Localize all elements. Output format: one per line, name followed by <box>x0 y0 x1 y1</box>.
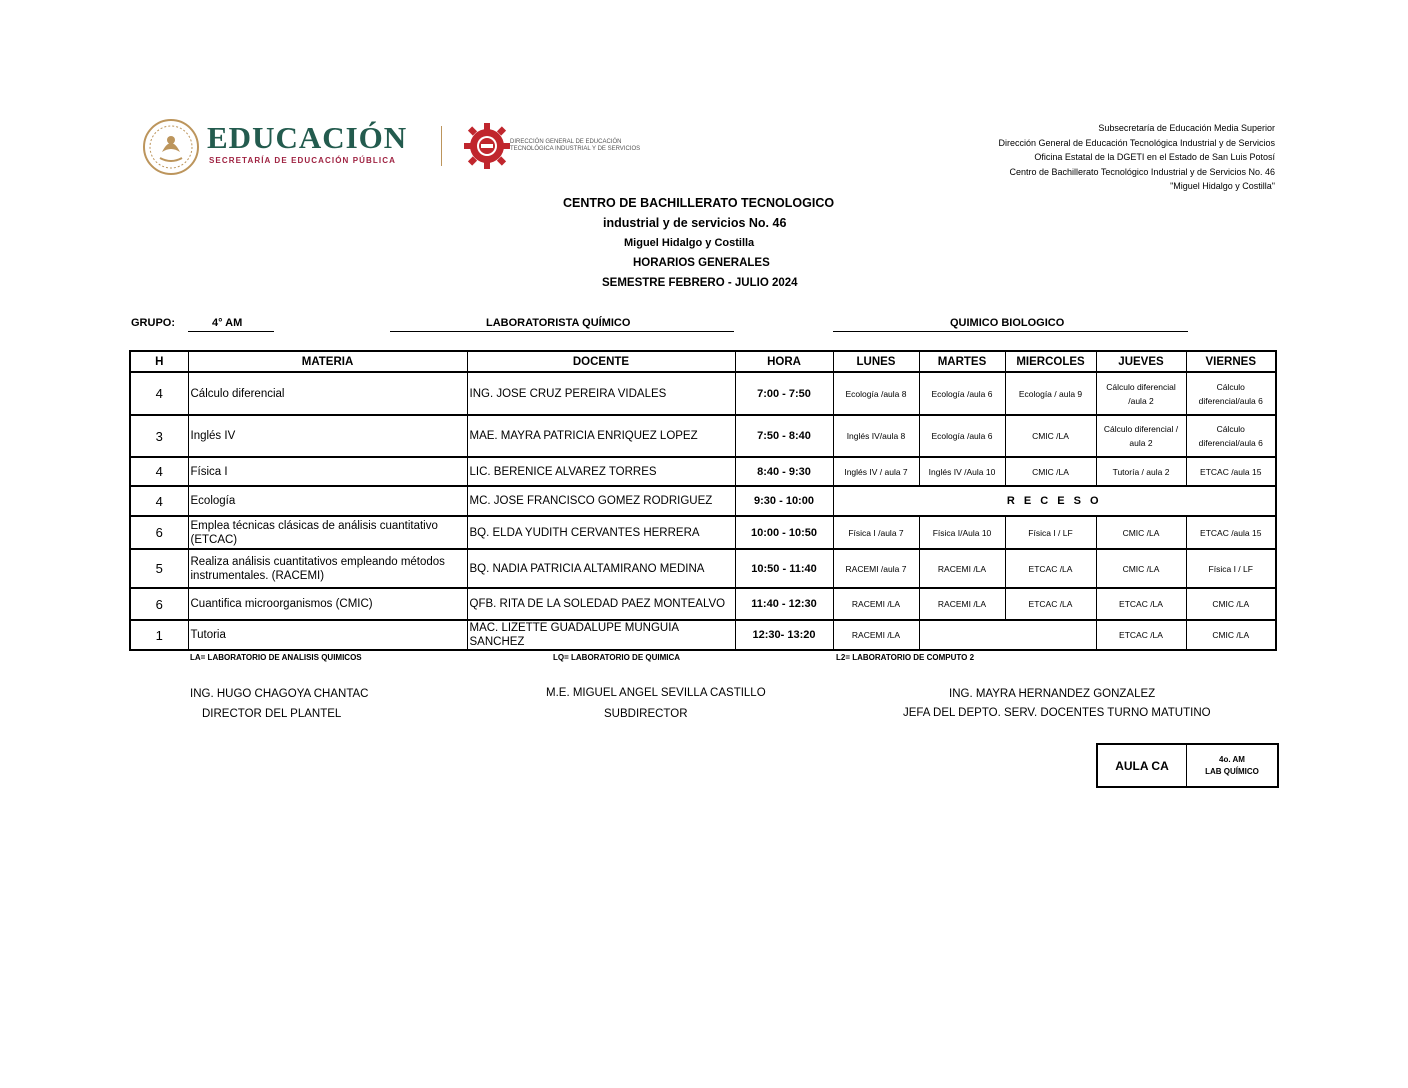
classroom-box <box>1096 743 1279 788</box>
hours-cell: 4 <box>130 457 188 486</box>
col-header-miercoles: MIERCOLES <box>1005 351 1096 372</box>
time-cell: 8:40 - 9:30 <box>735 457 833 486</box>
dgeti-gear-logo <box>463 119 511 171</box>
group-value: 4° AM <box>212 317 243 329</box>
hours-cell: 1 <box>130 620 188 650</box>
table-row <box>130 415 1276 457</box>
thursday-cell: ETCAC /LA <box>1096 588 1186 620</box>
teacher-cell: MC. JOSE FRANCISCO GOMEZ RODRIGUEZ <box>467 486 735 516</box>
teacher-cell: QFB. RITA DE LA SOLEDAD PAEZ MONTEALVO <box>467 588 735 620</box>
schedule-title: HORARIOS GENERALES <box>633 257 770 269</box>
header-line: Subsecretaría de Educación Media Superior <box>1098 123 1275 133</box>
col-header-materia: MATERIA <box>188 351 467 372</box>
subject-cell: Tutoria <box>188 620 467 650</box>
friday-cell: ETCAC /aula 15 <box>1186 457 1276 486</box>
thursday-cell: CMIC /LA <box>1096 549 1186 588</box>
teacher-cell: ING. JOSE CRUZ PEREIRA VIDALES <box>467 372 735 415</box>
col-header-lunes: LUNES <box>833 351 919 372</box>
table-row <box>130 457 1276 486</box>
header-line: "Miguel Hidalgo y Costilla" <box>1170 181 1275 191</box>
thursday-cell: ETCAC /LA <box>1096 620 1186 650</box>
wednesday-cell: CMIC /LA <box>1005 415 1096 457</box>
signature-role-director: DIRECTOR DEL PLANTEL <box>202 708 342 720</box>
friday-cell: Cálculo diferencial/aula 6 <box>1186 415 1276 457</box>
tuesday-cell: Inglés IV /Aula 10 <box>919 457 1005 486</box>
sep-logo-subtitle: SECRETARÍA DE EDUCACIÓN PÚBLICA <box>209 156 396 165</box>
school-title: CENTRO DE BACHILLERATO TECNOLOGICO <box>563 196 835 210</box>
monday-cell: RACEMI /LA <box>833 588 919 620</box>
header-line: Centro de Bachillerato Tecnológico Industrial y de Servicios No. 46 <box>1009 166 1275 177</box>
table-row <box>130 620 1276 650</box>
teacher-cell: MAE. MAYRA PATRICIA ENRIQUEZ LOPEZ <box>467 415 735 457</box>
friday-cell: Física I / LF <box>1186 549 1276 588</box>
teacher-cell: MAC. LIZETTE GUADALUPE MUNGUIA SANCHEZ <box>467 620 735 650</box>
hours-cell: 3 <box>130 415 188 457</box>
monday-cell: Inglés IV/aula 8 <box>833 415 919 457</box>
time-cell: 7:00 - 7:50 <box>735 372 833 415</box>
time-cell: 7:50 - 8:40 <box>735 415 833 457</box>
hours-cell: 6 <box>130 588 188 620</box>
monday-cell: Física I /aula 7 <box>833 516 919 549</box>
time-cell: 10:00 - 10:50 <box>735 516 833 549</box>
monday-cell: RACEMI /aula 7 <box>833 549 919 588</box>
subject-cell: Física I <box>188 457 467 486</box>
career-value: LABORATORISTA QUÍMICO <box>486 317 631 329</box>
header-line: Dirección General de Educación Tecnológica Industrial y de Servicios <box>998 137 1275 148</box>
time-cell: 10:50 - 11:40 <box>735 549 833 588</box>
hours-cell: 4 <box>130 372 188 415</box>
tuesday-cell: Física I/Aula 10 <box>919 516 1005 549</box>
tuesday-cell: RACEMI /LA <box>919 549 1005 588</box>
classroom-group: 4o. AM <box>1219 754 1245 764</box>
col-header-docente: DOCENTE <box>467 351 735 372</box>
dgeti-text-line: DIRECCIÓN GENERAL DE EDUCACIÓN <box>510 139 622 145</box>
thursday-cell: Tutoría / aula 2 <box>1096 457 1186 486</box>
signature-name-subdirector: M.E. MIGUEL ANGEL SEVILLA CASTILLO <box>546 687 766 699</box>
thursday-cell: Cálculo diferencial /aula 2 <box>1096 372 1186 415</box>
signature-name-director: ING. HUGO CHAGOYA CHANTAC <box>190 688 369 700</box>
wednesday-cell: CMIC /LA <box>1005 457 1096 486</box>
subject-cell: Emplea técnicas clásicas de análisis cuantitativo (ETCAC) <box>188 516 467 549</box>
monday-cell: Inglés IV / aula 7 <box>833 457 919 486</box>
empty-cell <box>919 620 1096 650</box>
subject-cell: Inglés IV <box>188 415 467 457</box>
friday-cell: CMIC /LA <box>1186 620 1276 650</box>
table-row <box>130 516 1276 549</box>
group-underline <box>188 331 274 332</box>
wednesday-cell: Física I / LF <box>1005 516 1096 549</box>
subject-cell: Ecología <box>188 486 467 516</box>
dgeti-logo-text <box>510 139 640 152</box>
col-header-martes: MARTES <box>919 351 1005 372</box>
wednesday-cell: ETCAC /LA <box>1005 588 1096 620</box>
table-row <box>130 372 1276 415</box>
dgeti-text-line: TECNOLÓGICA INDUSTRIAL Y DE SERVICIOS <box>510 145 641 152</box>
teacher-cell: BQ. ELDA YUDITH CERVANTES HERRERA <box>467 516 735 549</box>
table-row <box>130 549 1276 588</box>
break-cell: R E C E S O <box>833 486 1276 516</box>
col-header-viernes: VIERNES <box>1186 351 1276 372</box>
classroom-info <box>1187 745 1277 786</box>
logo-divider <box>441 126 442 166</box>
educacion-logo-text: EDUCACIÓN <box>207 120 408 155</box>
time-cell: 11:40 - 12:30 <box>735 588 833 620</box>
area-value: QUIMICO BIOLOGICO <box>950 317 1065 329</box>
schedule-table <box>129 350 1277 651</box>
friday-cell: CMIC /LA <box>1186 588 1276 620</box>
footnote-l2: L2= LABORATORIO DE COMPUTO 2 <box>836 653 975 662</box>
footnote-lq: LQ= LABORATORIO DE QUIMICA <box>553 653 681 662</box>
career-underline <box>390 331 734 332</box>
thursday-cell: CMIC /LA <box>1096 516 1186 549</box>
tuesday-cell: Ecología /aula 6 <box>919 415 1005 457</box>
signature-role-subdirector: SUBDIRECTOR <box>604 708 688 720</box>
table-row <box>130 588 1276 620</box>
monday-cell: Ecología /aula 8 <box>833 372 919 415</box>
school-name: Miguel Hidalgo y Costilla <box>624 237 755 249</box>
time-cell: 9:30 - 10:00 <box>735 486 833 516</box>
subject-cell: Cálculo diferencial <box>188 372 467 415</box>
tuesday-cell: RACEMI /LA <box>919 588 1005 620</box>
subject-cell: Cuantifica microorganismos (CMIC) <box>188 588 467 620</box>
time-cell: 12:30- 13:20 <box>735 620 833 650</box>
thursday-cell: Cálculo diferencial / aula 2 <box>1096 415 1186 457</box>
wednesday-cell: Ecología / aula 9 <box>1005 372 1096 415</box>
signature-name-head: ING. MAYRA HERNANDEZ GONZALEZ <box>949 688 1156 700</box>
hours-cell: 4 <box>130 486 188 516</box>
header-line: Oficina Estatal de la DGETI en el Estado de San Luis Potosí <box>1034 152 1275 162</box>
table-row <box>130 486 1276 516</box>
hours-cell: 5 <box>130 549 188 588</box>
col-header-hora: HORA <box>735 351 833 372</box>
area-underline <box>833 331 1188 332</box>
col-header-jueves: JUEVES <box>1096 351 1186 372</box>
teacher-cell: BQ. NADIA PATRICIA ALTAMIRANO MEDINA <box>467 549 735 588</box>
monday-cell: RACEMI /LA <box>833 620 919 650</box>
wednesday-cell: ETCAC /LA <box>1005 549 1096 588</box>
subject-cell: Realiza análisis cuantitativos empleando métodos instrumentales. (RACEMI) <box>188 549 467 588</box>
institution-header <box>999 121 1275 194</box>
classroom-career: LAB QUÍMICO <box>1205 766 1259 776</box>
mexico-seal-logo <box>140 118 202 176</box>
col-header-h: H <box>130 351 188 372</box>
classroom-label: AULA CA <box>1098 745 1187 786</box>
friday-cell: ETCAC /aula 15 <box>1186 516 1276 549</box>
teacher-cell: LIC. BERENICE ALVAREZ TORRES <box>467 457 735 486</box>
table-header-row <box>130 351 1276 372</box>
hours-cell: 6 <box>130 516 188 549</box>
school-subtitle: industrial y de servicios No. 46 <box>603 216 787 230</box>
group-label: GRUPO: <box>131 317 175 329</box>
friday-cell: Cálculo diferencial/aula 6 <box>1186 372 1276 415</box>
tuesday-cell: Ecología /aula 6 <box>919 372 1005 415</box>
signature-role-head: JEFA DEL DEPTO. SERV. DOCENTES TURNO MATUTINO <box>903 707 1211 719</box>
footnote-la: LA= LABORATORIO DE ANALISIS QUIMICOS <box>190 653 362 662</box>
semester-label: SEMESTRE FEBRERO - JULIO 2024 <box>602 277 798 289</box>
